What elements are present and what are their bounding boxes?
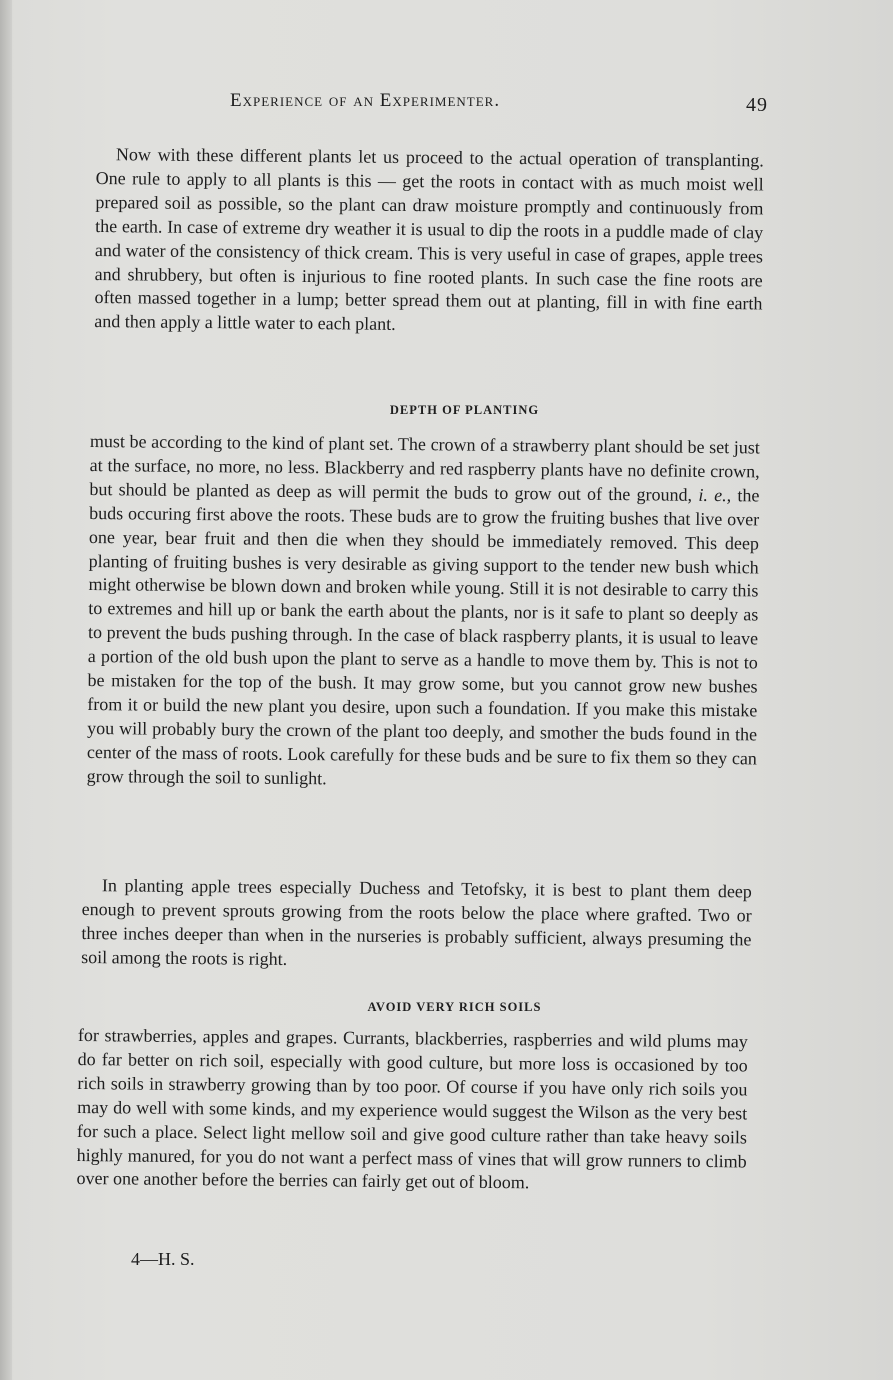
section-heading-depth-of-planting: DEPTH OF PLANTING bbox=[389, 403, 540, 417]
paragraph-text-part: must be according to the kind of plant set. The crown of a strawberry plant should be set just at the surface, no more, no less. Blackberry and red raspberry plants have no definite crown, but should be planted as deep as will permit the buds to grow out of the ground, bbox=[89, 430, 760, 505]
page-number: 49 bbox=[746, 94, 768, 116]
page-gutter-shadow bbox=[0, 0, 12, 1380]
running-title: Experience of an Experimenter. bbox=[230, 90, 501, 111]
running-head bbox=[230, 90, 770, 120]
section-heading-rich-soils: AVOID VERY RICH SOILS bbox=[367, 1000, 542, 1014]
italic-abbreviation: i. e., bbox=[698, 484, 732, 505]
paragraph-rich-soils bbox=[76, 1024, 748, 1198]
paragraph-text: for strawberries, apples and grapes. Currants, blackberries, raspberries and wild plums may do far better on rich soil, especially with good culture, but more loss is occasioned by too rich soils in strawberry growing than by too poor. Of course if you have only rich soils you may do well with some kinds, and my experience would suggest the Wilson as the very best for such a place. Select light mellow soil and give good culture rather than take heavy soils highly manured, for you do not want a perfect mass of vines that will grow runners to climb over one another before the berries can fairly get out of bloom. bbox=[76, 1025, 748, 1193]
paragraph-transplanting bbox=[94, 143, 764, 341]
signature-mark: 4—H. S. bbox=[131, 1249, 195, 1269]
paragraph-text: In planting apple trees especially Duchess and Tetofsky, it is best to plant them deep enough to prevent sprouts growing from the roots below the place where grafted. Two or three inches deeper than when in the nurseries is probably sufficient, always presuming the soil among the roots is right. bbox=[81, 875, 752, 969]
paragraph-text: Now with these different plants let us proceed to the actual operation of transplanting. One rule to apply to all plants is this — get the roots in contact with as much moist well prepared soil as possible, so the plant can draw moisture promptly and continuously from the earth. In case of extreme dry weather it is usual to dip the roots in a puddle made of clay and water of the consistency of thick cream. This is very useful in case of grapes, apple trees and shrubbery, but often is injurious to fine rooted plants. In such case the fine roots are often massed together in a lump; better spread them out at planting, fill in with fine earth and then apply a little water to each plant. bbox=[94, 144, 764, 335]
paragraph-text bbox=[87, 430, 760, 795]
paragraph-apple-trees bbox=[81, 874, 752, 976]
paragraph-text-part: the buds occuring first above the roots. These buds are to grow the fruiting bushes that live over one year, bear fruit and then die when they should be immediately removed. This deep planting of fruiting bushes is very desirable as giving support to the tender new bush which might otherwise be blown down and broken while young. Still it is not desirable to carry this to extremes and hill up or bank the earth about the plants, nor is it safe to plant so deeply as to prevent the buds pushing through. In the case of black raspberry plants, it is usual to leave a portion of the old bush upon the plant to serve as a handle to move them by. This is not to be mistaken for the top of the bush. It may grow some, but you cannot grow new bushes from it or build the new plant you desire, upon such a foundation. If you make this mistake you will probably bury the crown of the plant too deeply, and smother the buds found in the center of the mass of roots. Look carefully for these buds and be sure to fix them so they can grow through the soil to sunlight. bbox=[86, 484, 760, 788]
paragraph-depth-of-planting bbox=[87, 430, 760, 795]
